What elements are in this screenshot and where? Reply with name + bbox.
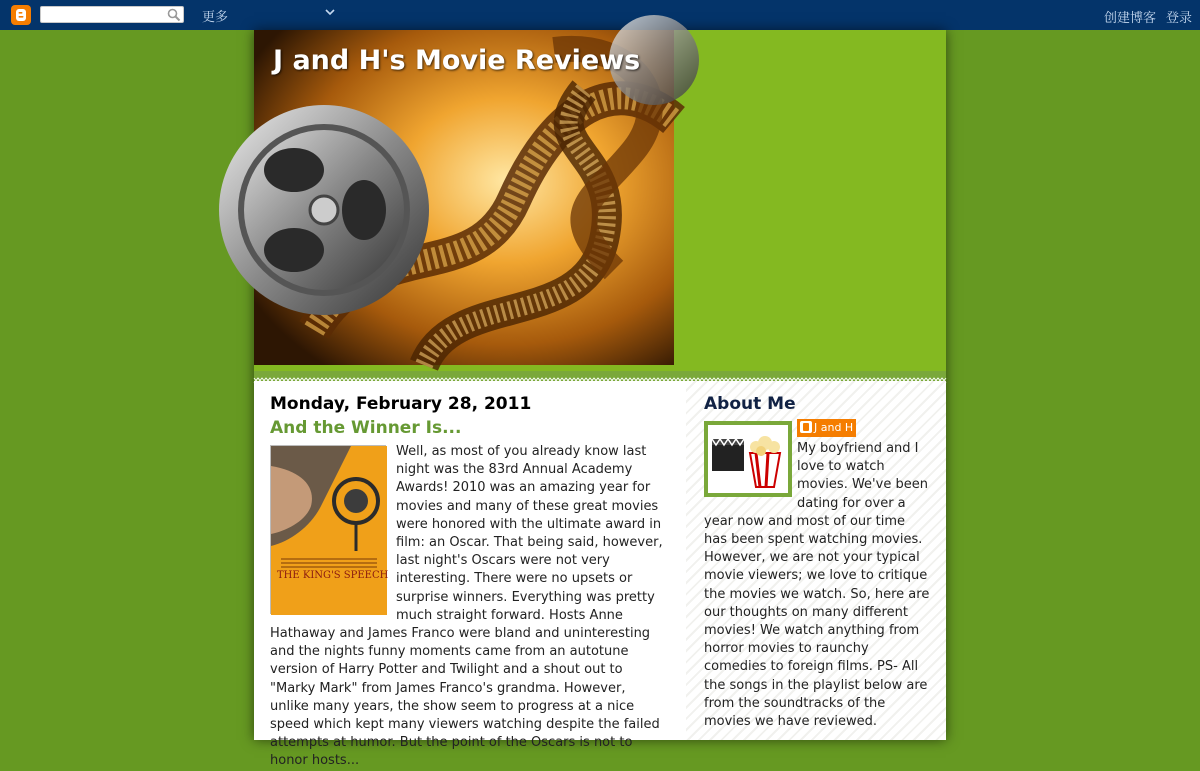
blogger-logo-icon[interactable] [11,5,31,25]
login-link[interactable]: 登录 [1166,11,1193,26]
header-divider [254,371,946,381]
post-date-header: Monday, February 28, 2011 [270,394,532,414]
post-title-link[interactable]: And the Winner Is... [270,418,462,438]
profile-name-text: J and H [814,421,854,434]
post-body-text: Well, as most of you already know last night was the 83rd Annual Academy Awards! 2010 was an amazing year for movies and many of these great movies were honored with the ultimate award in film: an Oscar. That being said, however, last night's Oscars were not very interesting. There were no upsets or surprise winners. Everything was pretty much straight forward. Hosts Anne Hathaway and James Franco were bland and uninteresting and the nights funny moments came from an autotune version of Harry Potter and Twilight and a shout out to "Marky Mark" from James Franco's grandma. However, unlike many years, the show seem to progress at a nice speed which kept many viewers watching despite the failed attempts at humor. But the point of the Oscars is not to honor hosts... [270,444,663,769]
about-me-heading: About Me [704,394,796,414]
search-icon[interactable] [167,8,181,22]
blog-content [254,381,946,769]
blogger-profile-icon [800,421,812,433]
blog-title[interactable]: J and H's Movie Reviews [273,45,641,76]
about-me-text: My boyfriend and I love to watch movies. We've been dating for over a year now and most of our time has been spent watching movies. However, we are not your typical movie viewers; we love to critique the movies we watch. So, here are our thoughts on many different movies! We watch anything from horror movies to raunchy comedies to foreign films. PS- All the songs in the playlist below are from the soundtracks of the movies we have reviewed. [704,441,930,730]
kings-speech-poster-image[interactable] [270,445,389,614]
blogger-navbar [0,0,1200,30]
about-me-body [704,419,932,731]
chevron-down-icon[interactable] [325,8,335,16]
blog-outer-wrapper [254,30,946,769]
search-input[interactable] [40,6,184,23]
profile-photo[interactable] [704,421,792,497]
film-reel-header-image [254,30,674,365]
poster-caption: THE KING'S SPEECH [277,570,389,581]
create-blog-link[interactable]: 创建博客 [1104,11,1157,26]
blog-header [254,30,946,373]
profile-name-link[interactable] [797,419,856,437]
post-body [270,443,666,771]
more-menu-link[interactable]: 更多 [202,10,229,25]
